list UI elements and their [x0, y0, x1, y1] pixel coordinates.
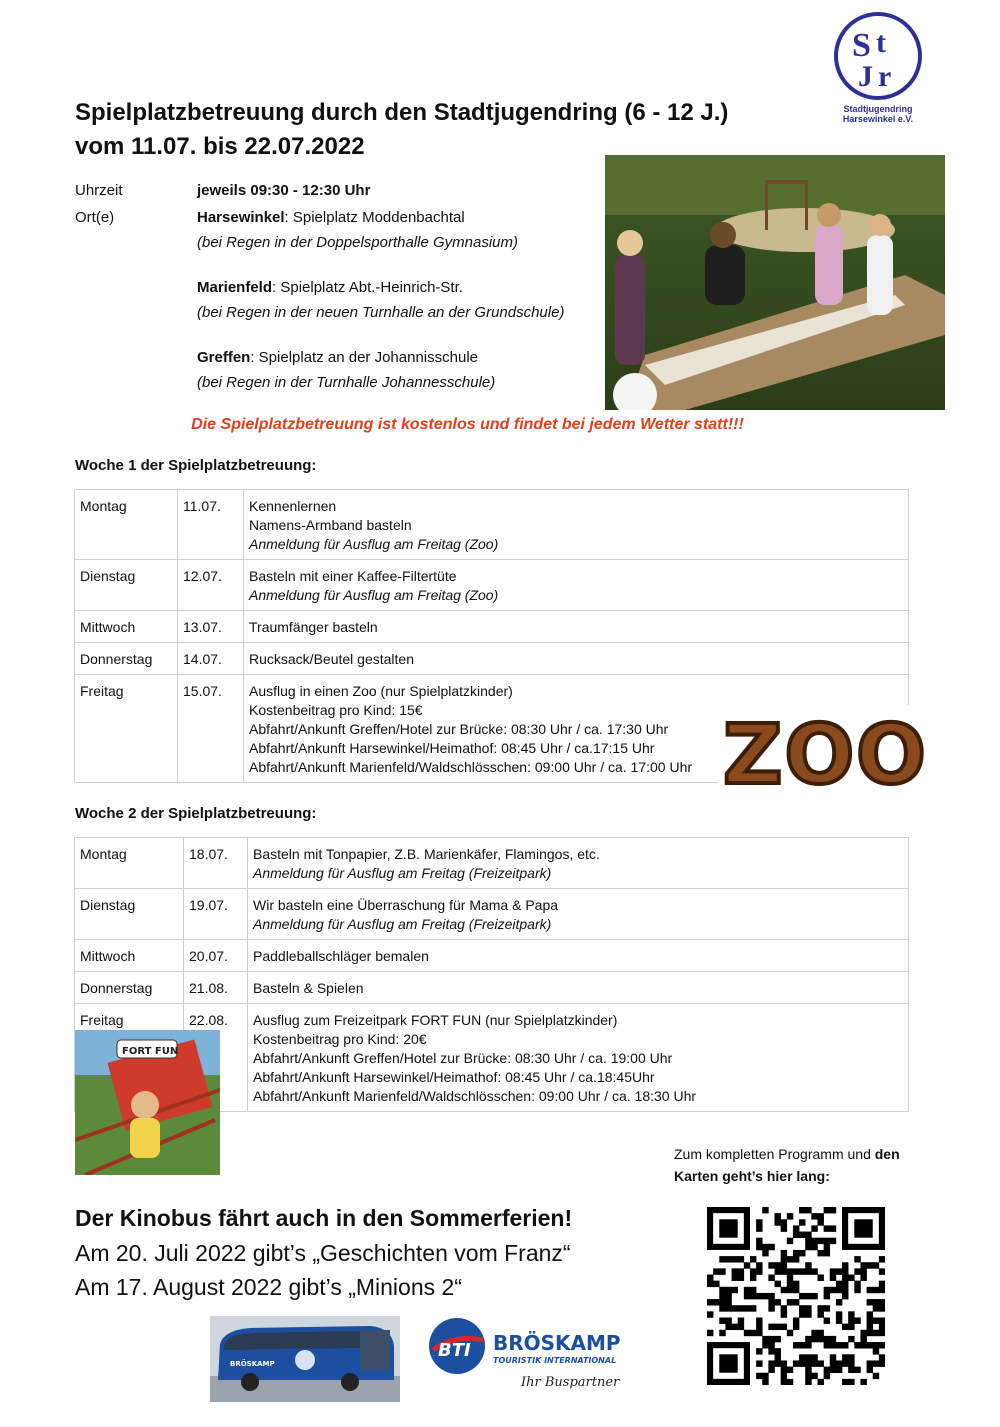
title-line-2: vom 11.07. bis 22.07.2022 [75, 133, 365, 160]
activity-cell [244, 611, 909, 643]
activity-cell [248, 1004, 909, 1112]
table-row [75, 490, 909, 560]
bus-photo-image [210, 1316, 400, 1402]
svg-text:t: t [876, 26, 886, 59]
activity-line: Abfahrt/Ankunft Marienfeld/Waldschlösschen: 09:00 Uhr / ca. 17:00 Uhr [249, 759, 693, 775]
svg-text:S: S [852, 27, 871, 64]
activity-line: Basteln mit Tonpapier, Z.B. Marienkäfer, Flamingos, etc. [253, 846, 600, 862]
qr-caption [674, 1143, 944, 1187]
kinobus-title: Der Kinobus fährt auch in den Sommerferien! [75, 1205, 573, 1231]
place-location: : Spielplatz an der Johannisschule [250, 349, 478, 366]
broeskamp-logo [425, 1316, 635, 1396]
place-name: Greffen [197, 349, 251, 366]
table-row [75, 940, 909, 972]
broeskamp-slogan: Ihr Buspartner [521, 1375, 620, 1390]
week2-title: Woche 2 der Spielplatzbetreuung: [75, 805, 317, 822]
activity-line: Traumfänger basteln [249, 619, 378, 635]
title-line-1: Spielplatzbetreuung durch den Stadtjugendring (6 - 12 J.) [75, 99, 729, 126]
registration-note: Anmeldung für Ausflug am Freitag (Zoo) [249, 587, 499, 603]
week1-title: Woche 1 der Spielplatzbetreuung: [75, 457, 317, 474]
time-value: jeweils 09:30 - 12:30 Uhr [197, 182, 371, 199]
logo-emblem-icon [838, 16, 918, 96]
activity-cell [248, 838, 909, 889]
date-cell: 22.08. [184, 1004, 248, 1112]
date-cell: 14.07. [178, 643, 244, 675]
day-cell: Donnerstag [75, 643, 178, 675]
activity-line: Abfahrt/Ankunft Greffen/Hotel zur Brücke: 08:30 Uhr / ca. 17:30 Uhr [249, 721, 669, 737]
place-greffen [197, 345, 478, 370]
place-name: Marienfeld [197, 279, 273, 296]
activity-line: Paddleballschläger bemalen [253, 948, 429, 964]
activity-line: Abfahrt/Ankunft Marienfeld/Waldschlösschen: 09:00 Uhr / ca. 18:30 Uhr [253, 1088, 697, 1104]
logo-text [832, 104, 924, 124]
table-row [75, 560, 909, 611]
table-row [75, 889, 909, 940]
activity-line: Namens-Armband basteln [249, 517, 412, 533]
zoo-logo-text: ZOO [723, 708, 928, 800]
svg-text:r: r [878, 60, 892, 93]
page-title [75, 96, 728, 164]
activity-cell [248, 972, 909, 1004]
date-cell: 13.07. [178, 611, 244, 643]
playground-photo-image [605, 155, 945, 410]
date-cell: 18.07. [184, 838, 248, 889]
qr-caption-bold2: Karten [674, 1168, 719, 1184]
free-of-charge-note: Die Spielplatzbetreuung ist kostenlos und findet bei jedem Wetter statt!!! [191, 416, 744, 433]
activity-line: Basteln & Spielen [253, 980, 364, 996]
qr-caption-part1: Zum kompletten Programm und [674, 1146, 875, 1162]
date-cell: 11.07. [178, 490, 244, 560]
broeskamp-sub: TOURISTIK INTERNATIONAL [493, 1356, 617, 1365]
place-rain-note: (bei Regen in der Turnhalle Johannesschule) [197, 374, 496, 391]
bus-side-text: BRÖSKAMP [230, 1360, 275, 1368]
place-harsewinkel [197, 205, 465, 230]
zoo-logo-image [718, 705, 943, 800]
fortfun-logo-text: FORT FUN [122, 1046, 179, 1057]
table-row [75, 643, 909, 675]
date-cell: 15.07. [178, 675, 244, 783]
date-cell: 12.07. [178, 560, 244, 611]
activity-line: Kostenbeitrag pro Kind: 15€ [249, 702, 423, 718]
day-cell: Montag [75, 490, 178, 560]
day-cell: Dienstag [75, 889, 184, 940]
place-name: Harsewinkel [197, 209, 285, 226]
kinobus-date-1: Am 20. Juli 2022 gibt’s „Geschichten vom Franz“ [75, 1240, 571, 1266]
broeskamp-logo-image [425, 1316, 635, 1396]
activity-cell [244, 490, 909, 560]
day-cell: Dienstag [75, 560, 178, 611]
day-cell: Donnerstag [75, 972, 184, 1004]
activity-line: Ausflug in einen Zoo (nur Spielplatzkinder) [249, 683, 513, 699]
registration-note: Anmeldung für Ausflug am Freitag (Freizeitpark) [253, 865, 552, 881]
activity-line: Abfahrt/Ankunft Harsewinkel/Heimathof: 08:45 Uhr / ca.18:45Uhr [253, 1069, 655, 1085]
registration-note: Anmeldung für Ausflug am Freitag (Zoo) [249, 536, 499, 552]
kinobus-date-2: Am 17. August 2022 gibt’s „Minions 2“ [75, 1274, 462, 1300]
stadtjugendring-logo [832, 12, 924, 122]
place-marienfeld [197, 275, 463, 300]
zoo-logo [718, 705, 943, 800]
activity-cell [248, 889, 909, 940]
activity-line: Ausflug zum Freizeitpark FORT FUN (nur Spielplatzkinder) [253, 1012, 618, 1028]
activity-line: Basteln mit einer Kaffee-Filtertüte [249, 568, 457, 584]
table-row [75, 611, 909, 643]
place-location: : Spielplatz Moddenbachtal [284, 209, 465, 226]
day-cell: Mittwoch [75, 611, 178, 643]
playground-photo [605, 155, 945, 410]
qr-code-icon [707, 1207, 885, 1385]
place-rain-note: (bei Regen in der Doppelsporthalle Gymnasium) [197, 234, 518, 251]
activity-line: Rucksack/Beutel gestalten [249, 651, 414, 667]
activity-cell [248, 940, 909, 972]
place-rain-note: (bei Regen in der neuen Turnhalle an der Grundschule) [197, 304, 565, 321]
logo-line-2: Harsewinkel e.V. [842, 114, 914, 124]
activity-line: Abfahrt/Ankunft Greffen/Hotel zur Brücke: 08:30 Uhr / ca. 19:00 Uhr [253, 1050, 673, 1066]
fortfun-photo [75, 1030, 220, 1175]
date-cell: 19.07. [184, 889, 248, 940]
fortfun-photo-image [75, 1030, 220, 1175]
table-row [75, 838, 909, 889]
table-row [75, 972, 909, 1004]
day-cell: Freitag [75, 675, 178, 783]
qr-caption-part2: geht’s hier lang: [718, 1168, 830, 1184]
date-cell: 20.07. [184, 940, 248, 972]
activity-line: Kostenbeitrag pro Kind: 20€ [253, 1031, 427, 1047]
time-label: Uhrzeit [75, 182, 123, 199]
activity-cell [244, 560, 909, 611]
place-label: Ort(e) [75, 209, 115, 226]
logo-line-1: Stadtjugendring [843, 104, 913, 114]
qr-caption-bold1: den [874, 1146, 900, 1162]
broeskamp-name: BRÖSKAMP [493, 1331, 621, 1355]
date-cell: 21.08. [184, 972, 248, 1004]
day-cell: Mittwoch [75, 940, 184, 972]
day-cell: Montag [75, 838, 184, 889]
svg-text:BTI: BTI [438, 1340, 471, 1361]
place-location: : Spielplatz Abt.-Heinrich-Str. [272, 279, 463, 296]
day-cell: Freitag [75, 1004, 184, 1112]
activity-line: Abfahrt/Ankunft Harsewinkel/Heimathof: 08:45 Uhr / ca.17:15 Uhr [249, 740, 655, 756]
bus-photo [210, 1316, 400, 1402]
activity-line: Kennenlernen [249, 498, 337, 514]
svg-text:J: J [858, 60, 873, 93]
activity-cell [244, 643, 909, 675]
activity-line: Wir basteln eine Überraschung für Mama & Papa [253, 897, 559, 913]
qr-code[interactable] [707, 1207, 885, 1385]
registration-note: Anmeldung für Ausflug am Freitag (Freizeitpark) [253, 916, 552, 932]
logo-circle [834, 12, 922, 100]
